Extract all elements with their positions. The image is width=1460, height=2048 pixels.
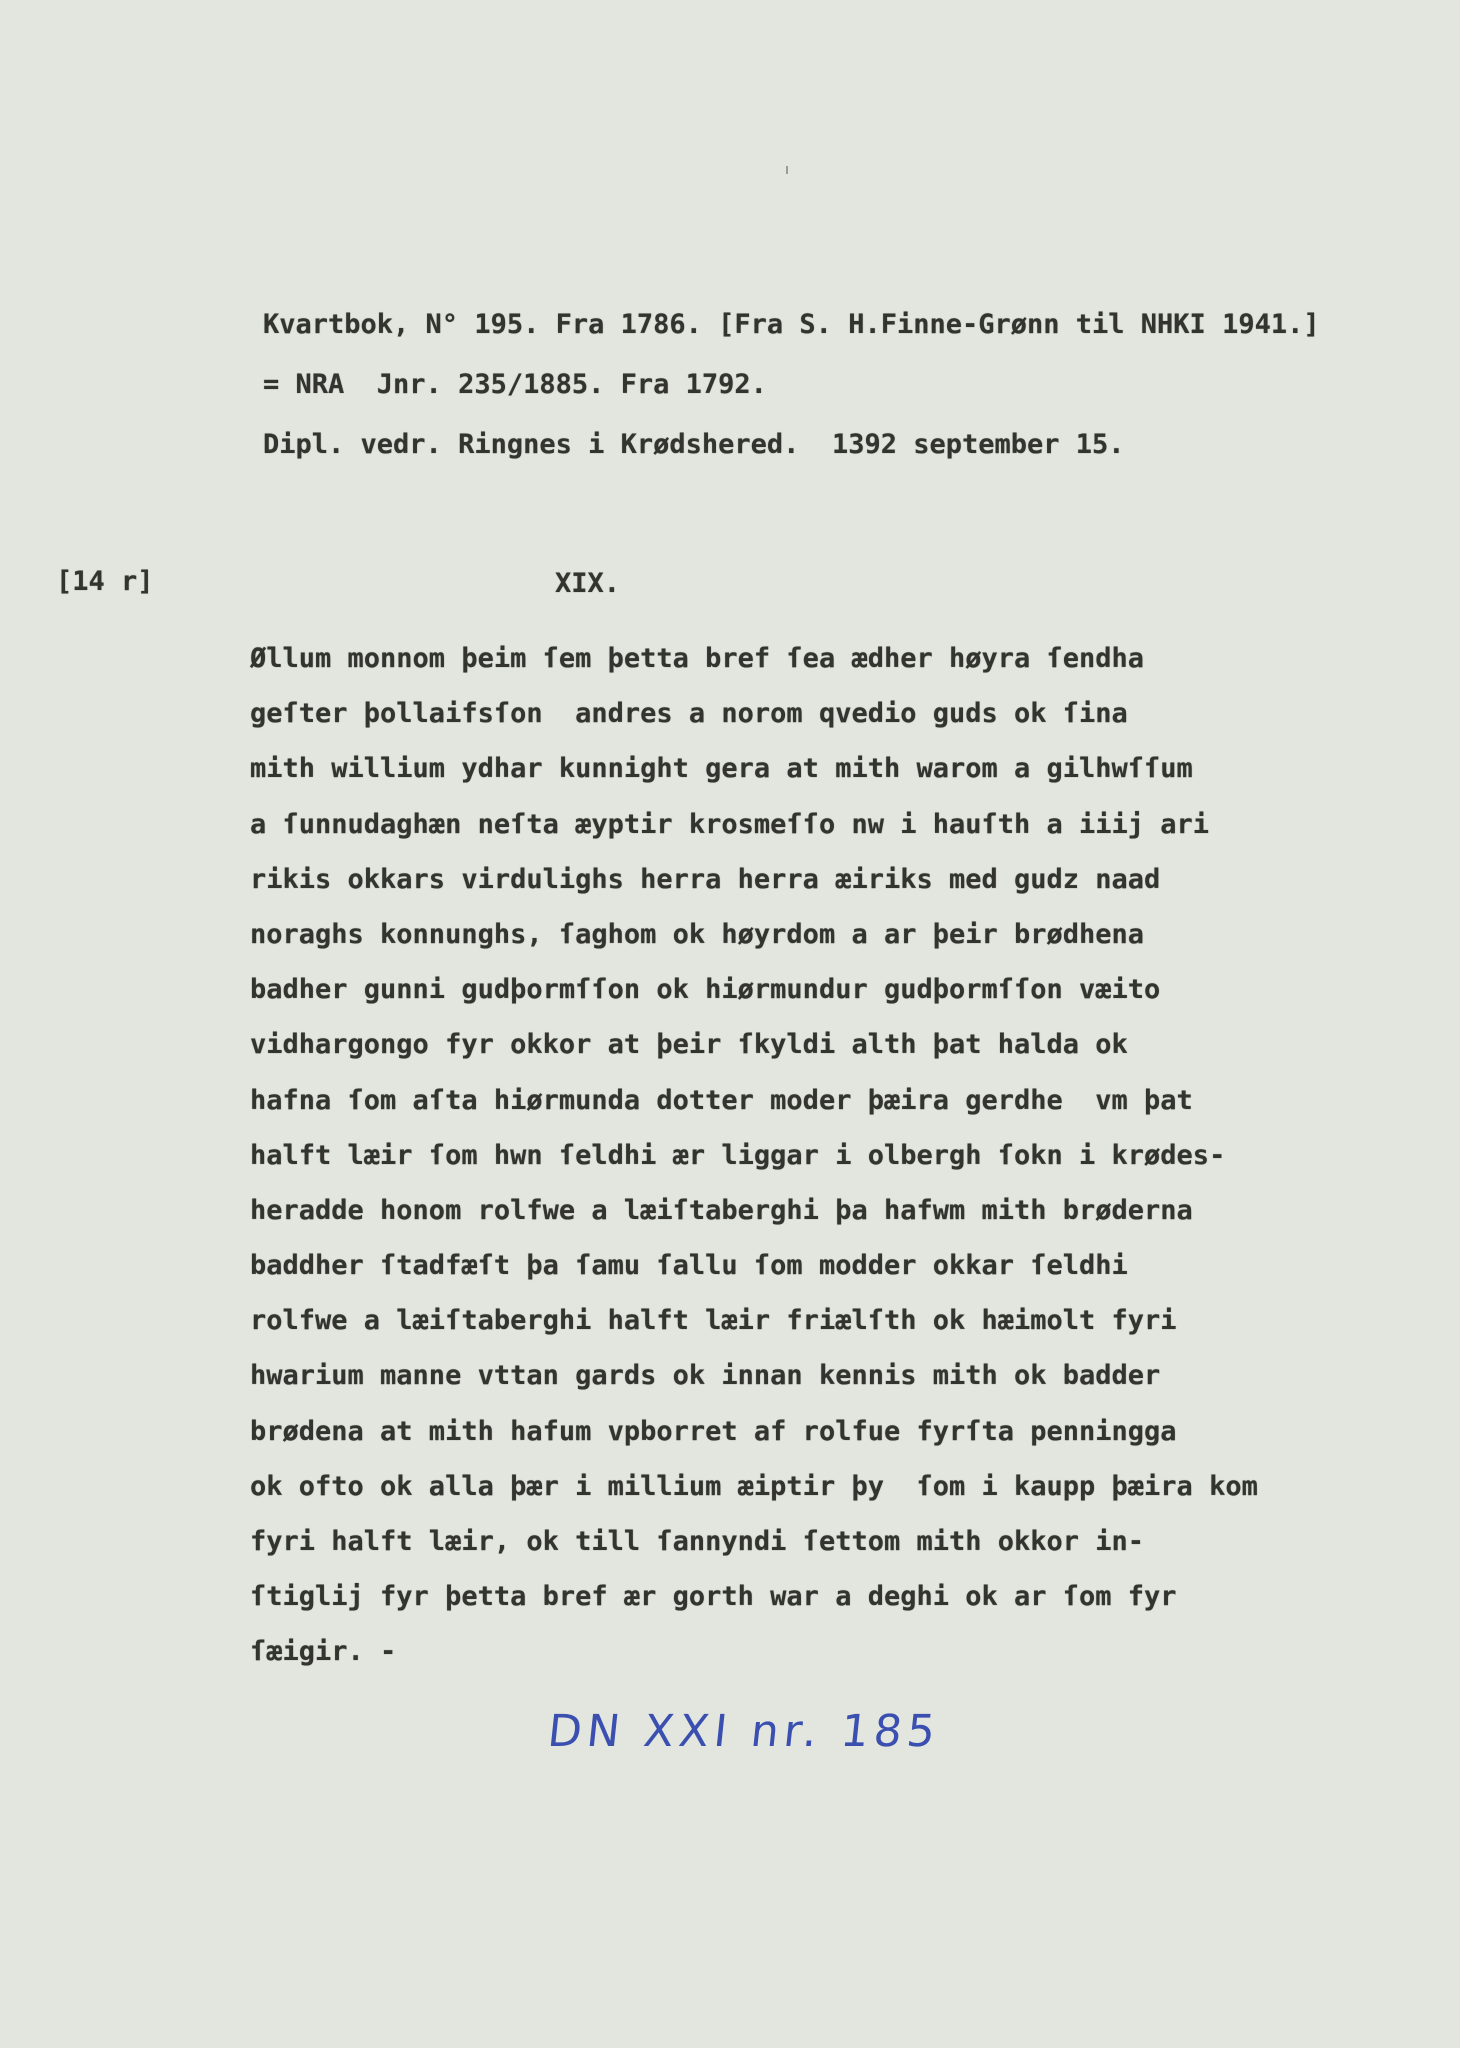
text-line: badher gunni gudþormſſon ok hiørmundur gudþormſſon væito bbox=[250, 974, 1161, 1006]
text-line: heradde honom rolfwe a læiſtaberghi þa hafwm mith brøderna bbox=[250, 1194, 1193, 1226]
folio-reference: [14 r] bbox=[56, 566, 154, 597]
text-line: ſtiglij fyr þetta bref ær gorth war a deghi ok ar ſom fyr bbox=[250, 1581, 1177, 1613]
text-line: fyri halft læir, ok till ſannyndi ſettom mith okkor in- bbox=[250, 1526, 1145, 1557]
text-line: noraghs konnunghs, ſaghom ok høyrdom a ar þeir brødhena bbox=[250, 918, 1145, 950]
text-line: brødena at mith hafum vpborret af rolfue fyrſta penningga bbox=[250, 1415, 1177, 1447]
header-line-subject: Dipl. vedr. Ringnes i Krødshered. 1392 september 15. bbox=[263, 429, 1125, 460]
text-line: Øllum monnom þeim ſem þetta bref ſea ædher høyra ſendha bbox=[250, 643, 1145, 674]
header-line-catalog: Kvartbok, N° 195. Fra 1786. [Fra S. H.Finne-Grønn til NHKI 1941.] bbox=[263, 309, 1320, 340]
diploma-text bbox=[250, 631, 1258, 1680]
text-line: rolfwe a læiſtaberghi halft læir friælſth ok hæimolt fyri bbox=[250, 1305, 1177, 1337]
text-line: ok ofto ok alla þær i millium æiptir þy ſom i kaupp þæira kom bbox=[250, 1470, 1258, 1502]
text-line: geſter þollaifsſon andres a norom qvedio guds ok ſina bbox=[250, 698, 1128, 730]
header-line-archive: = NRA Jnr. 235/1885. Fra 1792. bbox=[263, 369, 767, 400]
text-line: rikis okkars virdulighs herra herra æiriks med gudz naad bbox=[250, 863, 1161, 895]
text-line: mith willium ydhar kunnight gera at mith warom a gilhwſſum bbox=[250, 753, 1193, 785]
paper-speck bbox=[786, 166, 788, 174]
header-block bbox=[263, 295, 1320, 475]
text-line: halft læir ſom hwn ſeldhi ær liggar i olbergh ſokn i krødes- bbox=[250, 1139, 1226, 1171]
text-line: baddher ſtadfæſt þa ſamu ſallu ſom modder okkar ſeldhi bbox=[250, 1250, 1128, 1282]
text-line: hwarium manne vttan gards ok innan kennis mith ok badder bbox=[250, 1360, 1161, 1392]
text-line: vidhargongo fyr okkor at þeir ſkyldi alth þat halda ok bbox=[250, 1029, 1128, 1061]
text-line: ſæigir. - bbox=[250, 1636, 397, 1668]
section-number: XIX. bbox=[555, 568, 621, 599]
text-line: hafna ſom aſta hiørmunda dotter moder þæira gerdhe vm þat bbox=[250, 1084, 1193, 1116]
text-line: a ſunnudaghæn neſta æyptir krosmeſſo nw i hauſth a iiij ari bbox=[250, 808, 1210, 840]
handwritten-reference: DN XXI nr. 185 bbox=[545, 1706, 943, 1757]
